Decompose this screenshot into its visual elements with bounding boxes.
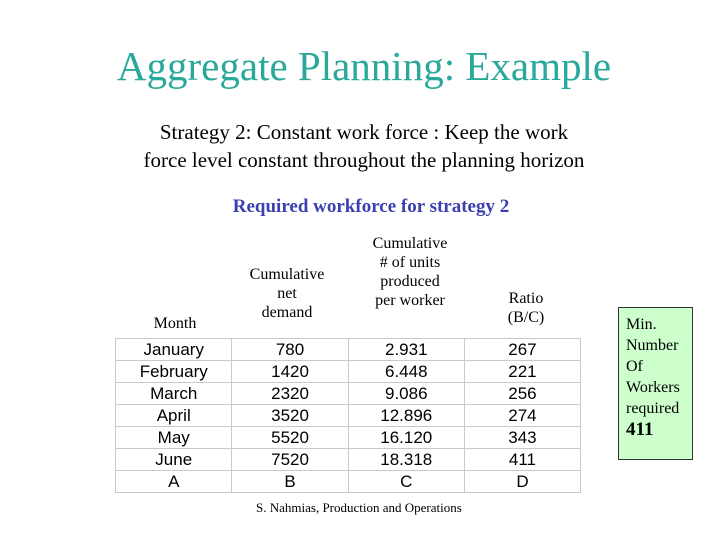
subtitle-line-1: Strategy 2: Constant work force : Keep the work [159, 120, 569, 144]
column-header-cumulative-units-per-worker [352, 234, 468, 310]
column-header-line: Ratio [508, 290, 544, 307]
table-cell: May [116, 427, 232, 449]
table-cell: 343 [464, 427, 580, 449]
column-header-line: Month [153, 315, 197, 332]
column-header-line: Cumulative [249, 266, 325, 283]
table-row [116, 361, 581, 383]
table-row [116, 427, 581, 449]
table-cell: D [464, 471, 580, 493]
table-cell: 16.120 [348, 427, 464, 449]
table-row [116, 471, 581, 493]
table-cell: 18.318 [348, 449, 464, 471]
table-cell: 2320 [232, 383, 348, 405]
table-cell: 256 [464, 383, 580, 405]
callout-line: Workers [626, 379, 680, 396]
table-cell: 1420 [232, 361, 348, 383]
table-cell: 274 [464, 405, 580, 427]
table-cell: 411 [464, 449, 580, 471]
column-header-line: per worker [375, 292, 445, 309]
slide-subtitle [0, 118, 728, 174]
table-cell: March [116, 383, 232, 405]
column-header-cumulative-net-demand [232, 265, 342, 322]
min-workers-value: 411 [626, 419, 654, 440]
column-header-line: # of units [379, 254, 441, 271]
table-row [116, 405, 581, 427]
table-cell: 2.931 [348, 339, 464, 361]
table-cell: 3520 [232, 405, 348, 427]
callout-line: Number [626, 337, 679, 354]
table-cell: 9.086 [348, 383, 464, 405]
table-cell: June [116, 449, 232, 471]
table-cell: C [348, 471, 464, 493]
table-cell: A [116, 471, 232, 493]
table-cell: January [116, 339, 232, 361]
table-cell: 780 [232, 339, 348, 361]
table-cell: 12.896 [348, 405, 464, 427]
table-row [116, 383, 581, 405]
min-workers-callout [618, 307, 693, 460]
table-cell: February [116, 361, 232, 383]
column-header-line: demand [261, 304, 313, 321]
table-cell: 6.448 [348, 361, 464, 383]
callout-line: Min. [626, 316, 657, 333]
table-row [116, 339, 581, 361]
workforce-table [115, 338, 581, 493]
column-header-line: produced [380, 273, 440, 290]
table-cell: 7520 [232, 449, 348, 471]
column-header-line: (B/C) [507, 309, 545, 326]
table-cell: April [116, 405, 232, 427]
table-cell: B [232, 471, 348, 493]
table-row [116, 449, 581, 471]
column-header-line: net [277, 285, 297, 302]
column-header-ratio [485, 289, 567, 327]
column-header-month [130, 314, 220, 333]
table-cell: 267 [464, 339, 580, 361]
callout-line: Of [626, 358, 643, 375]
footer-credit: S. Nahmias, Production and Operations [256, 500, 462, 515]
table-cell: 5520 [232, 427, 348, 449]
slide-title: Aggregate Planning: Example [116, 43, 612, 89]
subtitle-line-2: force level constant throughout the planning horizon [143, 148, 585, 172]
callout-line: required [626, 400, 680, 417]
table-cell: 221 [464, 361, 580, 383]
column-header-line: Cumulative [372, 235, 448, 252]
section-heading: Required workforce for strategy 2 [232, 196, 510, 217]
